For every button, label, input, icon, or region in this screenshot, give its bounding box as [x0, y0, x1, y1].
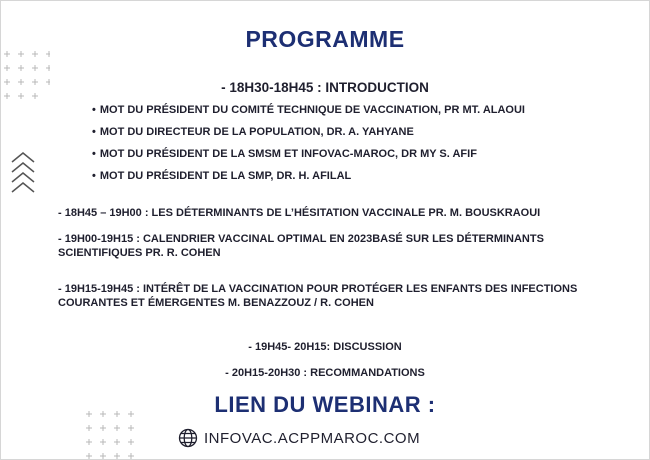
session-recommandations: - 20H15-20H30 : RECOMMANDATIONS — [225, 367, 425, 379]
webinar-url-row[interactable] — [178, 428, 420, 448]
session-item — [58, 232, 544, 260]
session-discussion: - 19H45- 20H15: DISCUSSION — [248, 341, 402, 353]
list-item: • MOT DU PRÉSIDENT DU COMITÉ TECHNIQUE DE VACCINATION, PR MT. ALAOUI — [92, 103, 525, 125]
session-line: - 19H00-19H15 : CALENDRIER VACCINAL OPTIMAL EN 2023BASÉ SUR LES DÉTERMINANTS — [58, 233, 544, 245]
chevron-up-stack-icon — [10, 150, 36, 196]
session-line: - 18H45 – 19H00 : LES DÉTERMINANTS DE L’HÉSITATION VACCINALE PR. M. BOUSKRAOUI — [58, 207, 541, 219]
globe-icon — [178, 428, 198, 448]
list-item: • MOT DU DIRECTEUR DE LA POPULATION, DR. A. YAHYANE — [92, 125, 525, 147]
webinar-url-link[interactable]: INFOVAC.ACPPMAROC.COM — [204, 429, 421, 447]
session-item — [58, 206, 540, 220]
session-line: SCIENTIFIQUES PR. R. COHEN — [58, 247, 221, 259]
list-item: • MOT DU PRÉSIDENT DE LA SMP, DR. H. AFILAL — [92, 169, 525, 191]
session-line: COURANTES ET ÉMERGENTES M. BENAZZOUZ / R. COHEN — [58, 297, 374, 309]
introduction-speaker-list — [92, 103, 525, 191]
webinar-link-title: LIEN DU WEBINAR : — [214, 392, 436, 417]
session-introduction: - 18H30-18H45 : INTRODUCTION — [221, 80, 429, 95]
page-title: PROGRAMME — [245, 26, 405, 52]
session-item — [58, 282, 577, 310]
session-line: - 19H15-19H45 : INTÉRÊT DE LA VACCINATION POUR PROTÉGER LES ENFANTS DES INFECTIONS — [58, 283, 578, 295]
list-item: • MOT DU PRÉSIDENT DE LA SMSM ET INFOVAC-MAROC, DR MY S. AFIF — [92, 147, 525, 169]
